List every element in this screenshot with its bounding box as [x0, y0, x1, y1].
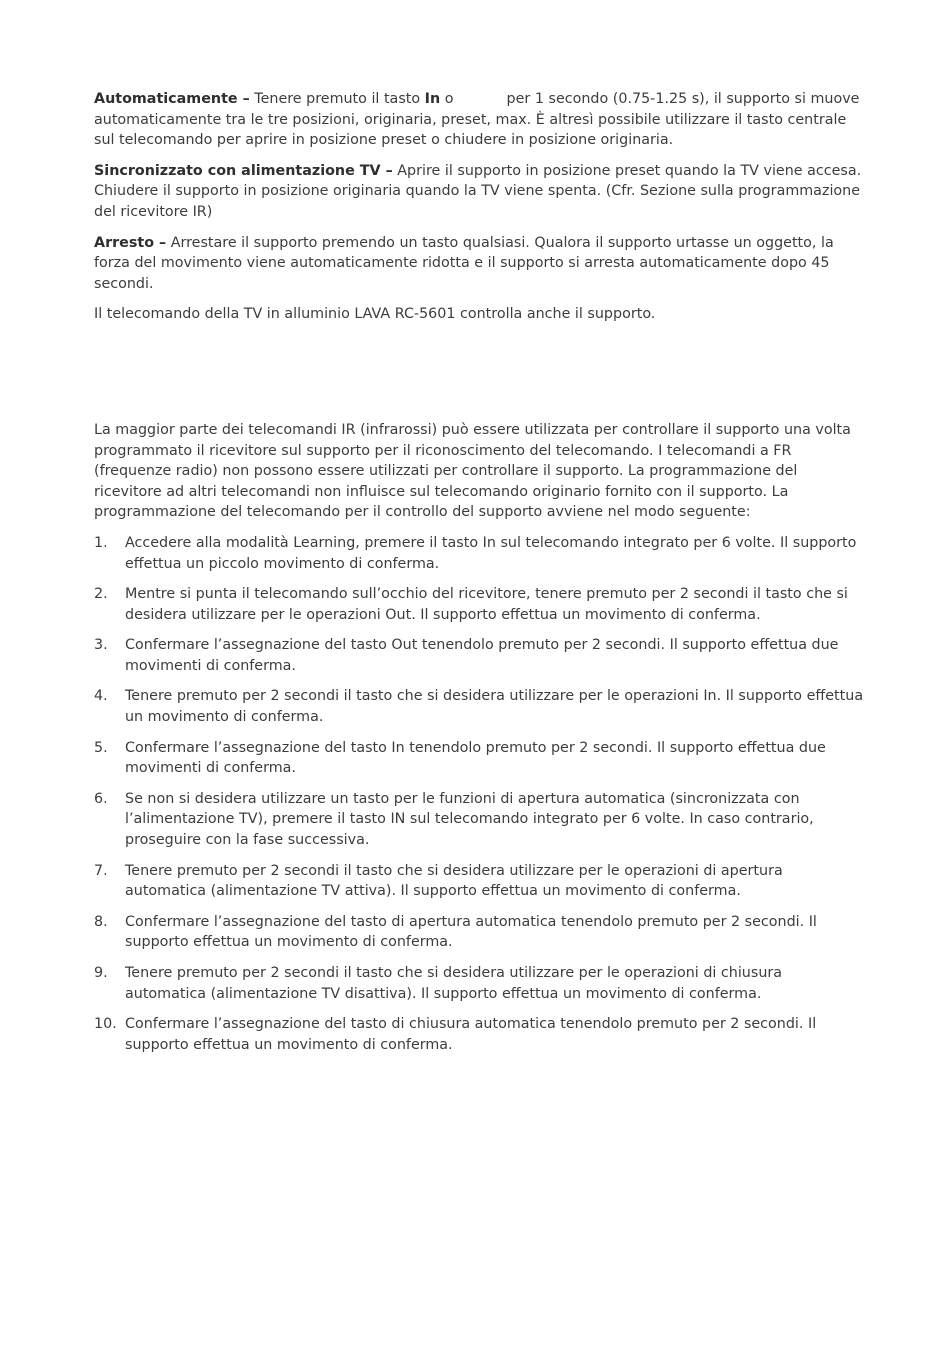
step-text: Confermare l’assegnazione del tasto In tenendolo premuto per 2 secondi. Il supporto effettua due movimenti di conferma.: [125, 739, 826, 777]
list-item: [94, 635, 864, 676]
step-text: Tenere premuto per 2 secondi il tasto che si desidera utilizzare per le operazioni In. Il supporto effettua un movimento di conferma.: [125, 688, 864, 726]
step-number: 1.: [94, 534, 108, 551]
step-number: 3.: [94, 637, 108, 654]
stop-paragraph: Arresto – Arrestare il supporto premendo un tasto qualsiasi. Qualora il supporto urtasse un oggetto, la forza del movimento viene automaticamente ridotta e il supporto si arresta automaticamente dopo 45 secondi.: [94, 234, 834, 292]
list-item: [94, 912, 864, 953]
ir-intro-paragraph: La maggior parte dei telecomandi IR (infrarossi) può essere utilizzata per controllare il supporto una volta programmato il ricevitore sul supporto per il riconoscimento del telecomando. I telecomandi a FR (frequenze radio) non possono essere utilizzati per controllare il supporto. La programmazione del ricevitore ad altri telecomandi non influisce sul telecomando originario fornito con il supporto. La programmazione del telecomando per il controllo del supporto avviene nel modo seguente:: [94, 421, 851, 521]
step-text: Tenere premuto per 2 secondi il tasto che si desidera utilizzare per le operazioni di apertura automatica (alimentazione TV attiva). Il supporto effettua un movimento di conferma.: [125, 862, 783, 900]
stop-label: Arresto –: [94, 234, 167, 251]
list-item: [94, 963, 864, 1004]
list-item: [94, 533, 864, 574]
step-text: Confermare l’assegnazione del tasto di apertura automatica tenendolo premuto per 2 secondi. Il supporto effettua un movimento di conferma.: [125, 913, 817, 951]
programming-steps-list: [94, 533, 864, 1055]
step-text: Mentre si punta il telecomando sull’occhio del ricevitore, tenere premuto per 2 secondi il tasto che si desidera utilizzare per le operazioni Out. Il supporto effettua un movimento di conferma.: [125, 586, 848, 623]
step-number: 9.: [94, 965, 108, 981]
list-item: [94, 789, 864, 851]
step-number: 6.: [94, 790, 108, 807]
step-number: 8.: [94, 913, 108, 930]
automatic-paragraph: Automaticamente – Tenere premuto il tasto In o per 1 secondo (0.75-1.25 s), il supporto si muove automaticamente tra le tre posizioni, originaria, preset, max. È altresì possibile utilizzare il tasto centrale sul telecomando per aprire in posizione preset o chiudere in posizione originaria.: [94, 91, 860, 149]
step-number: 7.: [94, 862, 108, 879]
document-page: [94, 89, 864, 1065]
step-number: 2.: [94, 586, 108, 603]
automatic-label: Automaticamente –: [94, 91, 250, 107]
step-text: Accedere alla modalità Learning, premere il tasto In sul telecomando integrato per 6 volte. Il supporto effettua un piccolo movimento di conferma.: [125, 534, 857, 572]
list-item: [94, 738, 864, 779]
step-number: 5.: [94, 739, 108, 756]
list-item: [94, 686, 864, 727]
step-text: Se non si desidera utilizzare un tasto per le funzioni di apertura automatica (sincronizzata con l’alimentazione TV), premere il tasto IN sul telecomando integrato per 6 volte. In caso contrario, proseguire con la fase successiva.: [125, 790, 814, 849]
step-text: Confermare l’assegnazione del tasto Out tenendolo premuto per 2 secondi. Il supporto effettua due movimenti di conferma.: [125, 637, 839, 674]
list-item: [94, 584, 864, 625]
sync-paragraph: Sincronizzato con alimentazione TV – Aprire il supporto in posizione preset quando la TV viene accesa. Chiudere il supporto in posizione originaria quando la TV viene spenta. (Cfr. Sezione sulla programmazione del ricevitore IR): [94, 162, 862, 220]
remote-note: Il telecomando della TV in alluminio LAVA RC-5601 controlla anche il supporto.: [94, 306, 656, 323]
list-item: [94, 861, 864, 902]
step-number: 10.: [94, 1016, 117, 1033]
list-item: [94, 1014, 864, 1055]
section-gap: [94, 335, 864, 420]
sync-label: Sincronizzato con alimentazione TV –: [94, 162, 393, 179]
step-text: Confermare l’assegnazione del tasto di chiusura automatica tenendolo premuto per 2 secondi. Il supporto effettua un movimento di conferma.: [125, 1016, 817, 1053]
in-key-label: In: [424, 91, 441, 107]
step-number: 4.: [94, 688, 108, 705]
step-text: Tenere premuto per 2 secondi il tasto che si desidera utilizzare per le operazioni di chiusura automatica (alimentazione TV disattiva). Il supporto effettua un movimento di conferma.: [125, 965, 783, 1002]
